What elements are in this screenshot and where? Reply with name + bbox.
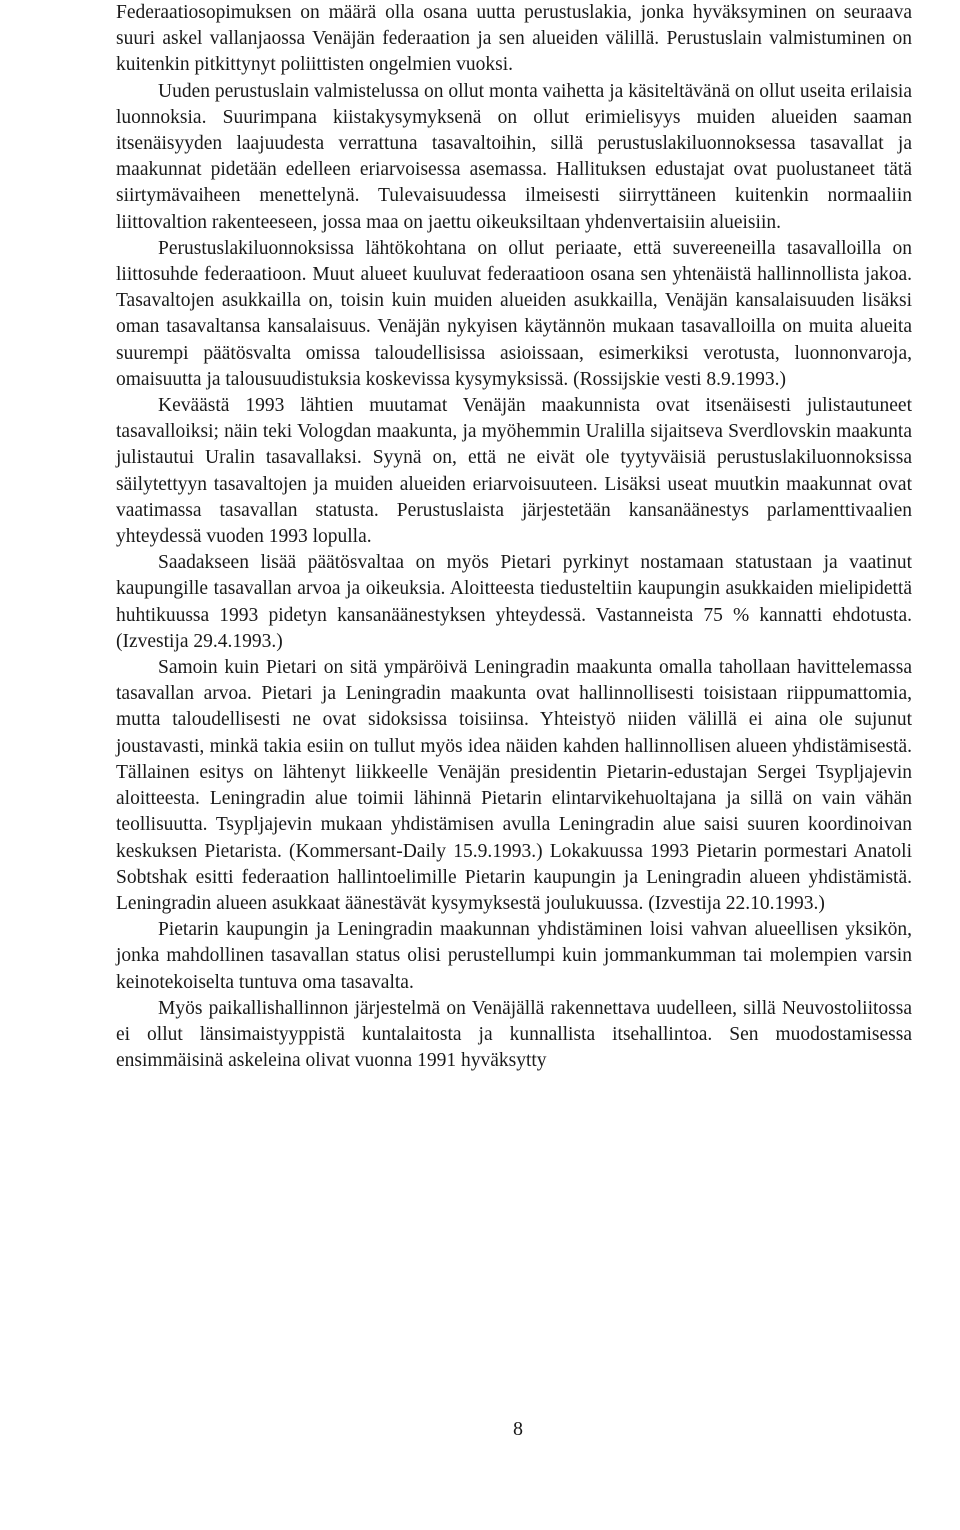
paragraph-6: Samoin kuin Pietari on sitä ympäröivä Leningradin maakunta omalla tahollaan havittelemassa tasavallan arvoa. Pietari ja Leningradin maakunta ovat hallinnollisesti toisistaan riippumattomia, mutta taloudellisesti ne ovat sidoksissa toisiinsa. Yhteistyö niiden välillä ei aina ole sujunut joustavasti, minkä takia esiin on tullut myös idea näiden kahden hallinnollisen alueen yhdistämisestä. Tällainen esitys on lähtenyt liikkeelle Venäjän presidentin Pietarin-edustajan Sergei Tsypljajevin aloitteesta. Leningradin alue toimii lähinnä Pietarin elintarvikehuoltajana ja sillä on vain vähän teollisuutta. Tsypljajevin mukaan yhdistämisen avulla Leningradin alue saisi suuren koordinoivan keskuksen Pietarista. (Kommersant-Daily 15.9.1993.) Lokakuussa 1993 Pietarin pormestari Anatoli Sobtshak esitti federaation hallintoelimille Pietarin kaupungin ja Leningradin alueen yhdistämistä. Leningradin alueen asukkaat äänestävät kysymyksestä joulukuussa. (Izvestija 22.10.1993.): [116, 657, 912, 914]
paragraph-2: Uuden perustuslain valmistelussa on ollut monta vaihetta ja käsiteltävänä on ollut useita erilaisia luonnoksia. Suurimpana kiistakysymyksenä on ollut erimielisyys muiden alueiden saaman itsenäisyyden laajuudesta verrattuna tasavaltoihin, sillä perustuslakiluonnoksessa tasavallat ja maakunnat pidetään edelleen eriarvoisessa asemassa. Hallituksen edustajat ovat puolustaneet tätä siirtymävaiheen menettelynä. Tulevaisuudessa ilmeisesti siirryttäneen kuitenkin normaaliin liittovaltion rakenteeseen, jossa maa on jaettu oikeuksiltaan yhdenvertaisiin alueisiin.: [116, 80, 912, 233]
paragraph-3: Perustuslakiluonnoksissa lähtökohtana on ollut periaate, että suvereeneilla tasavalloilla on liittosuhde federaatioon. Muut alueet kuuluvat federaatioon osana sen yhtenäistä hallinnollista jakoa. Tasavaltojen asukkailla on, toisin kuin muiden alueiden asukkailla, Venäjän kansalaisuuden lisäksi oman tasavaltansa kansalaisuus. Venäjän nykyisen käytännön mukaan tasavalloilla on muita alueita suurempi päätösvalta omissa taloudellisissa asioissaan, esimerkiksi verotusta, luonnonvaroja, omaisuutta ja talousuudistuksia koskevissa kysymyksissä. (Rossijskie vesti 8.9.1993.): [116, 237, 912, 390]
paragraph-4: Keväästä 1993 lähtien muutamat Venäjän maakunnista ovat itsenäisesti julistautuneet tasavalloiksi; näin teki Vologdan maakunta, ja myöhemmin Uralilla sijaitseva Sverdlovskin maakunta julistautui Uralin tasavallaksi. Syynä on, että ne eivät ole tyytyväisiä perustuslakiluonnoksissa säilytettyyn tasavaltojen ja muiden alueiden eriarvoisuuteen. Lisäksi useat muutkin maakunnat ovat vaatimassa tasavallan statusta. Perustuslaista järjestetään kansanäänestys parlamenttivaalien yhteydessä vuoden 1993 lopulla.: [116, 395, 912, 548]
paragraph-5: Saadakseen lisää päätösvaltaa on myös Pietari pyrkinyt nostamaan statustaan ja vaatinut kaupungille tasavallan arvoa ja oikeuksia. Aloitteesta tiedusteltiin kaupungin asukkaiden mielipidettä huhtikuussa 1993 pidetyn kansanäänestyksen yhteydessä. Vastanneista 75 % kannatti ehdotusta. (Izvestija 29.4.1993.): [116, 552, 912, 652]
paragraph-8: Myös paikallishallinnon järjestelmä on Venäjällä rakennettava uudelleen, sillä Neuvostoliitossa ei ollut länsimaistyyppistä kuntalaitosta ja kunnallista itsehallintoa. Sen muodostamisessa ensimmäisinä askeleina olivat vuonna 1991 hyväksytty: [116, 997, 912, 1072]
page-number: 8: [513, 1418, 523, 1440]
document-body: [116, 0, 912, 1074]
paragraph-7: Pietarin kaupungin ja Leningradin maakunnan yhdistäminen loisi vahvan alueellisen yksikön, jonka mahdollinen tasavallan status olisi perustellumpi kuin jommankumman tai molempien varsin keinotekoiselta tuntuva oma tasavalta.: [116, 919, 912, 993]
paragraph-1: Federaatiosopimuksen on määrä olla osana uutta perustuslakia, jonka hyväksyminen on seuraava suuri askel vallanjaossa Venäjän federaation ja sen alueiden välillä. Perustuslain valmistuminen on kuitenkin pitkittynyt poliittisten ongelmien vuoksi.: [116, 2, 912, 76]
